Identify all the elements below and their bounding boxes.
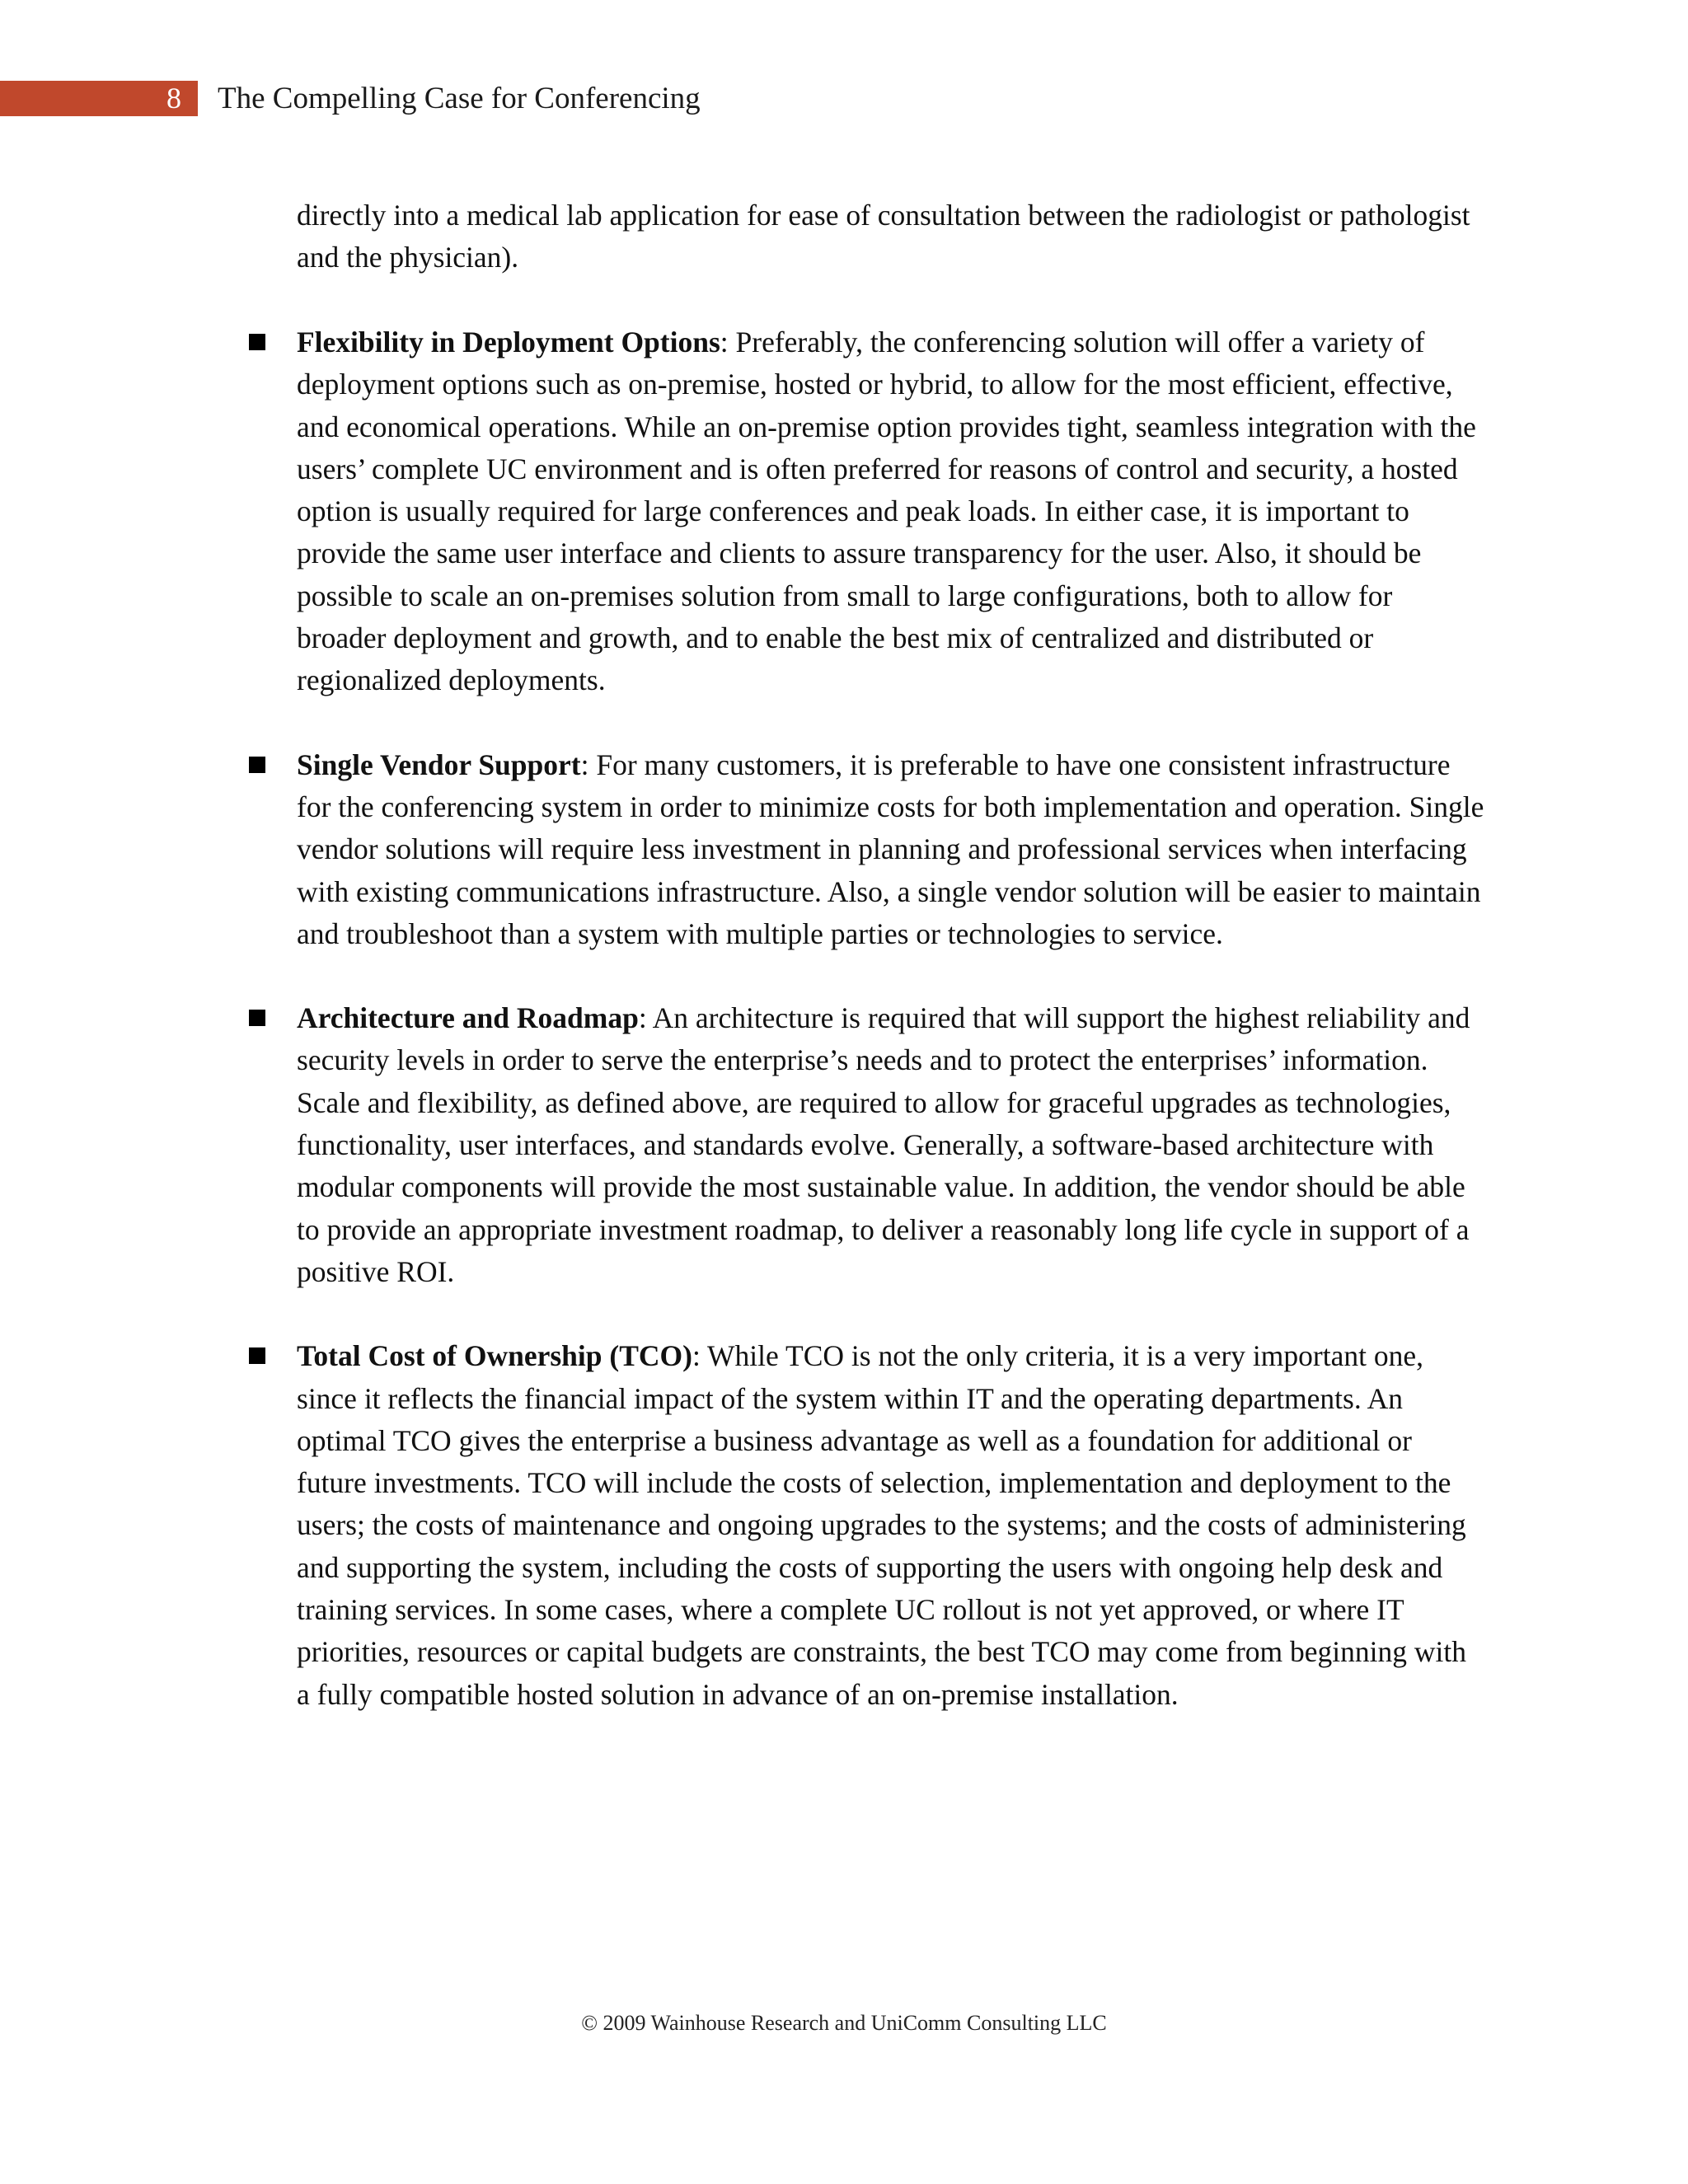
intro-paragraph: directly into a medical lab application for ease of consultation between the radiologist or pathologist and the physician). xyxy=(297,199,1470,274)
bullet-text: : While TCO is not the only criteria, it is a very important one, since it reflects the financial impact of the system within IT and the operating departments. An optimal TCO gives the enterprise a business advantage as well as a foundation for additional or future investments. TCO will include the costs of selection, implementation and deployment to the users; the costs of maintenance and ongoing upgrades to the systems; and the costs of administering and supporting the system, including the costs of supporting the users with ongoing help desk and training services. In some cases, where a complete UC rollout is not yet approved, or where IT priorities, resources or capital budgets are constraints, the best TCO may come from beginning with a fully compatible hosted solution in advance of an on-premise installation. xyxy=(297,1339,1466,1711)
bullet-text: : An architecture is required that will support the highest reliability and security levels in order to serve the enterprise’s needs and to protect the enterprises’ information. Scale and flexibility, as defined above, are required to allow for graceful upgrades as technologies, functionality, user interfaces, and standards evolve. Generally, a software-based architecture with modular components will provide the most sustainable value. In addition, the vendor should be able to provide an appropriate investment roadmap, to deliver a reasonably long life cycle in support of a positive ROI. xyxy=(297,1001,1470,1288)
bullet-title: Architecture and Roadmap xyxy=(297,1001,639,1035)
header-accent-bar xyxy=(0,81,198,116)
list-item xyxy=(249,744,1485,955)
page-number: 8 xyxy=(166,82,181,115)
list-item xyxy=(249,997,1485,1293)
bullet-text: : Preferably, the conferencing solution will offer a variety of deployment options such as on-premise, hosted or hybrid, to allow for the most efficient, effective, and economical operations. While an on-premise option provides tight, seamless integration with the users’ complete UC environment and is often preferred for reasons of control and security, a hosted option is usually required for large conferences and peak loads. In either case, it is important to provide the same user interface and clients to assure transparency for the user. Also, it should be possible to scale an on-premises solution from small to large configurations, both to allow for broader deployment and growth, and to enable the best mix of centralized and distributed or regionalized deployments. xyxy=(297,326,1476,697)
bullet-title: Flexibility in Deployment Options xyxy=(297,326,720,359)
bullet-square-icon xyxy=(249,757,265,773)
list-item xyxy=(249,1335,1485,1716)
bullet-text: : For many customers, it is preferable to have one consistent infrastructure for the conferencing system in order to minimize costs for both implementation and operation. Single vendor solutions will require less investment in planning and professional services when interfacing with existing communications infrastructure. Also, a single vendor solution will be easier to maintain and troubleshoot than a system with multiple parties or technologies to service. xyxy=(297,748,1484,950)
bullet-title: Total Cost of Ownership (TCO) xyxy=(297,1339,692,1373)
running-title: The Compelling Case for Conferencing xyxy=(218,82,701,115)
bullet-square-icon xyxy=(249,1347,265,1364)
requirements-list xyxy=(249,321,1485,1758)
bullet-title: Single Vendor Support xyxy=(297,748,581,781)
bullet-square-icon xyxy=(249,1010,265,1026)
list-item xyxy=(249,321,1485,702)
bullet-square-icon xyxy=(249,334,265,350)
footer-copyright: © 2009 Wainhouse Research and UniComm Consulting LLC xyxy=(581,2011,1107,2035)
